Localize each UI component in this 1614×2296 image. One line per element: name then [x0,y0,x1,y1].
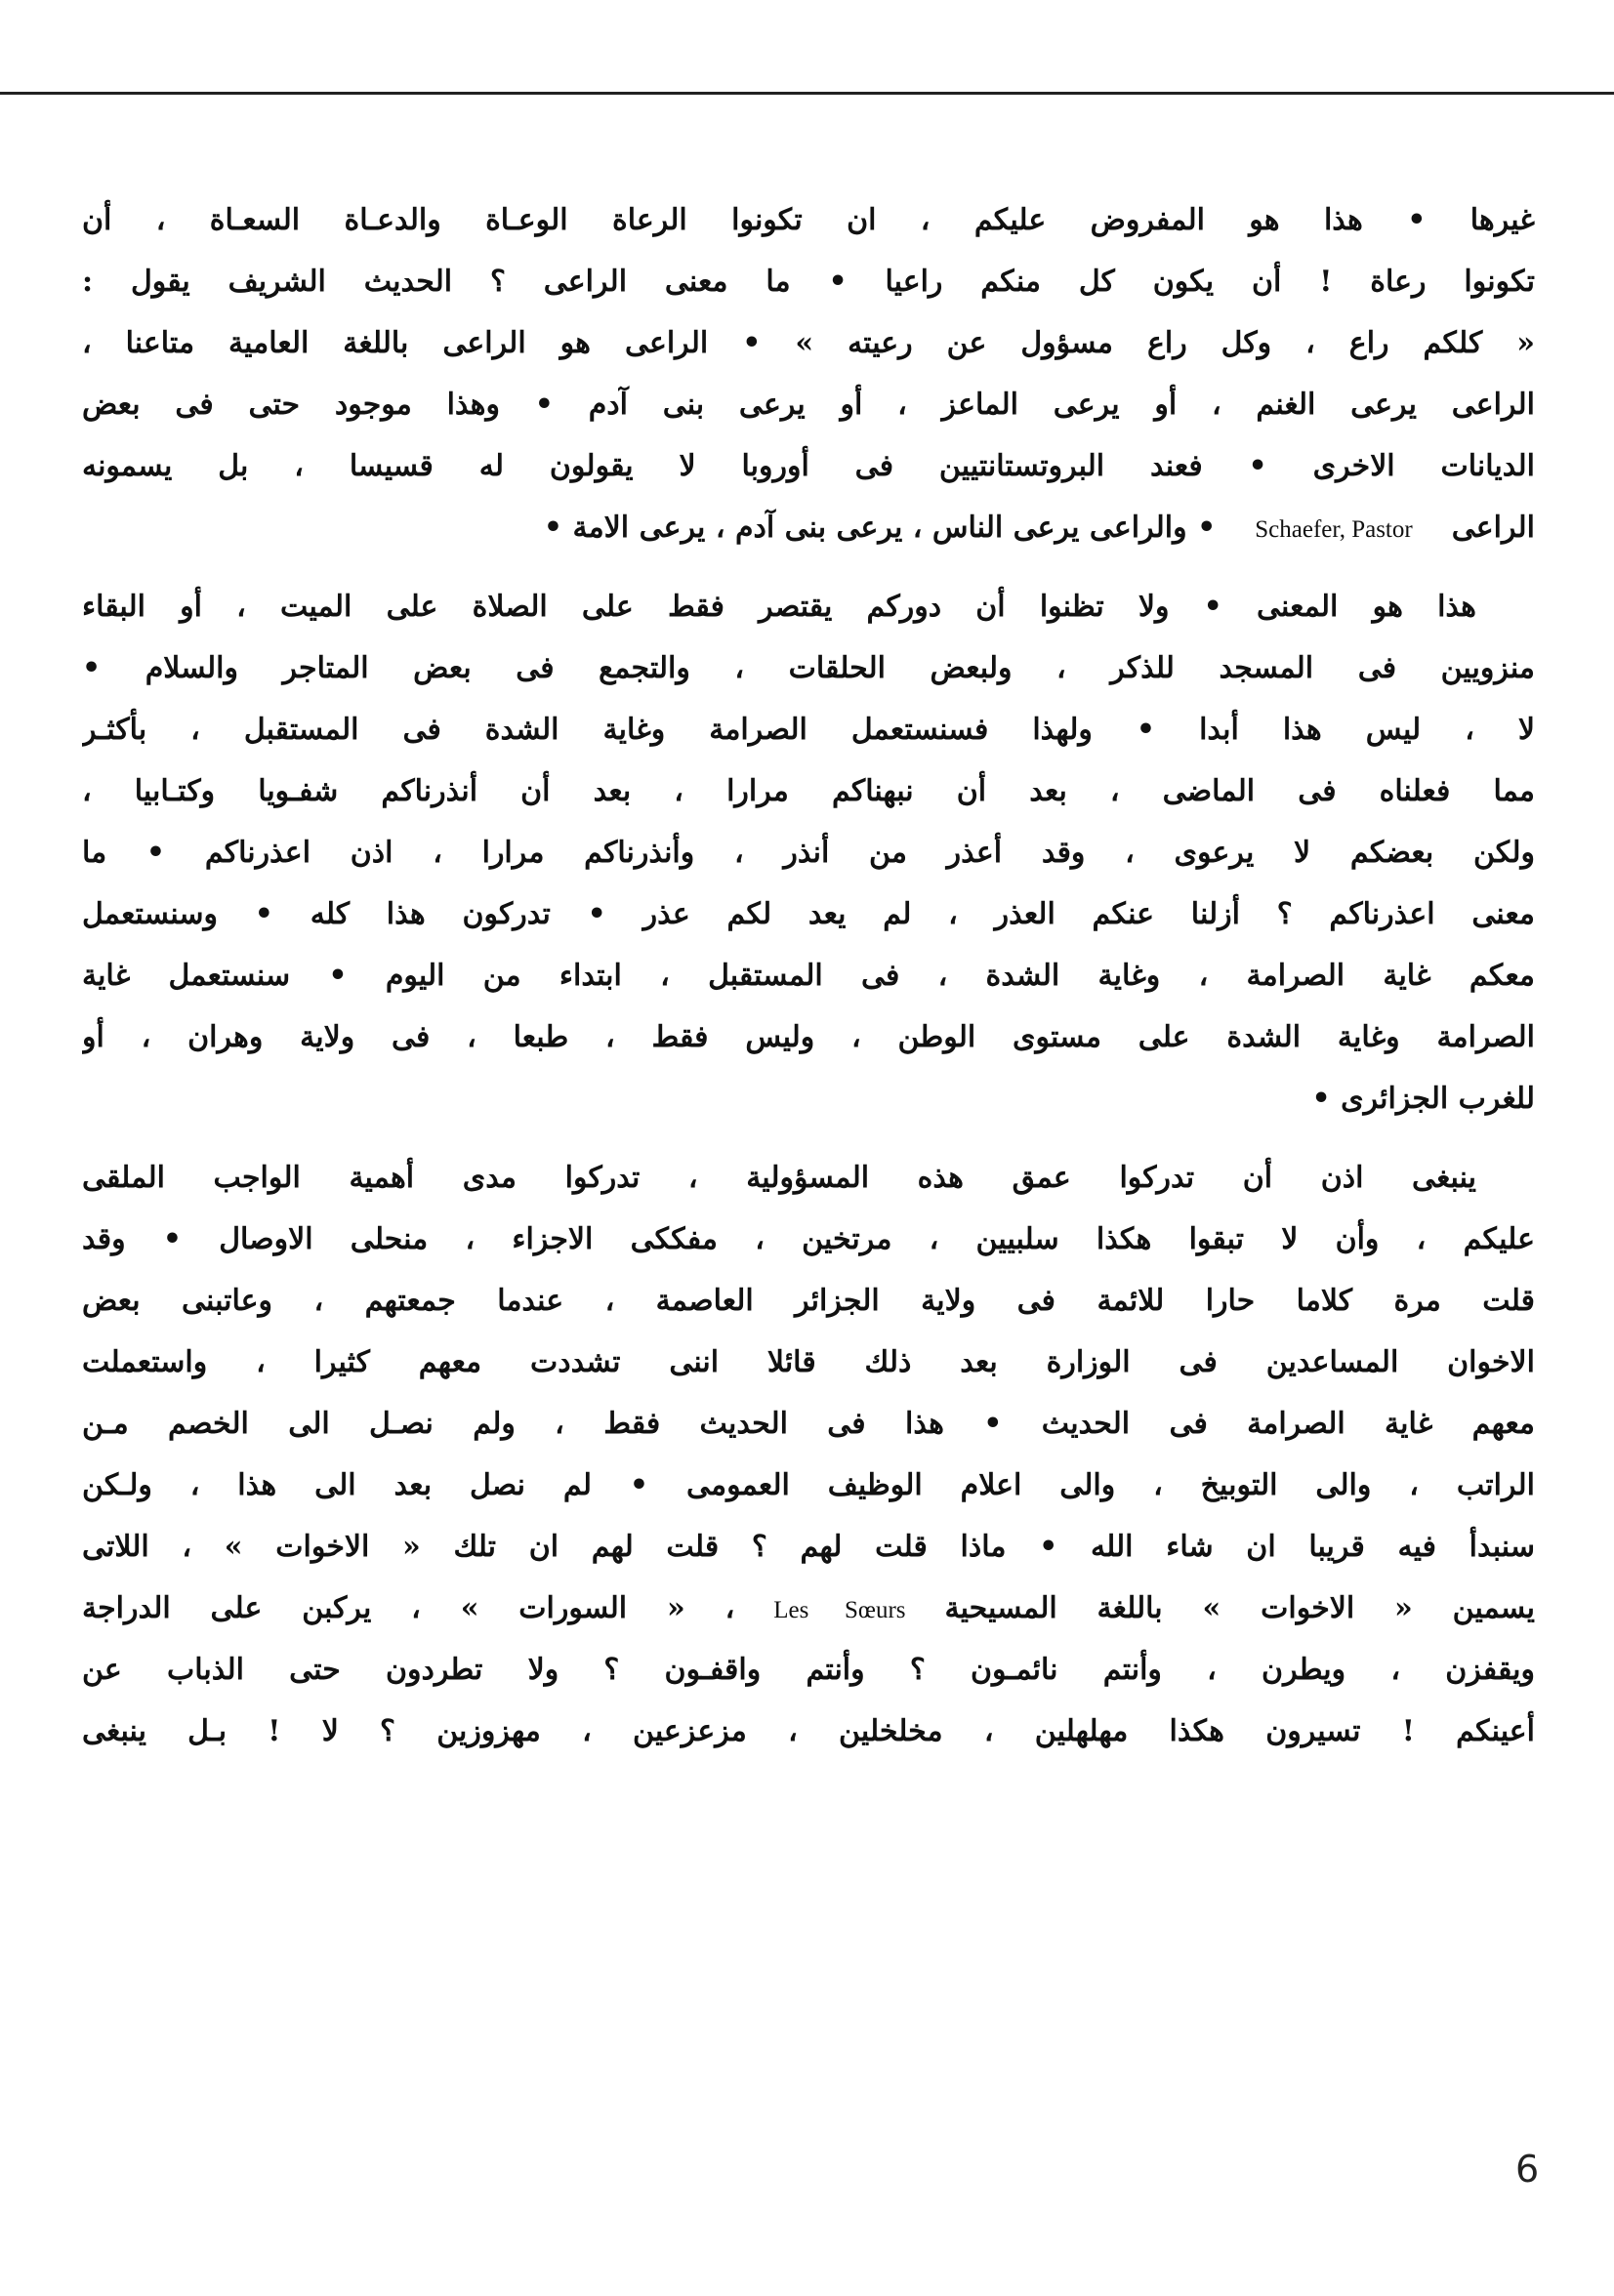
page-body [82,189,1535,1762]
text-line: ويقفزن ، ويطرن ، وأنتم نائمـون ؟ وأنتم واقفـون ؟ ولا تطردون حتى الذباب عن [82,1653,1535,1687]
text-segment: ، « السورات » ، يركبن على الدراجة [82,1591,735,1625]
paragraph-gap [82,558,1535,576]
paragraph-2 [82,576,1535,1129]
text-line: للغرب الجزائرى • [1311,1082,1535,1116]
text-line: منزويين فى المسجد للذكر ، ولبعض الحلقات ، والتجمع فى بعض المتاجر والسلام • [82,651,1535,685]
text-line-with-latin [82,497,1535,558]
paragraph-3 [82,1147,1535,1762]
text-line: مما فعلناه فى الماضى ، بعد أن نبهناكم مرارا ، بعد أن أنذرناكم شفـويا وكتـابيا ، [82,774,1535,808]
text-line: سنبدأ فيه قريبا ان شاء الله • ماذا قلت لهم ؟ قلت لهم ان تلك « الاخوات » ، اللاتى [82,1530,1535,1564]
text-line: ينبغى اذن أن تدركوا عمق هذه المسؤولية ، تدركوا مدى أهمية الواجب الملقى [82,1161,1476,1195]
page-number: 6 [1515,2148,1540,2191]
text-line: الاخوان المساعدين فى الوزارة بعد ذلك قائلا اننى تشددت معهم كثيرا ، واستعملت [82,1345,1535,1379]
text-line: عليكم ، وأن لا تبقوا هكذا سلبيين ، مرتخين ، مفككى الاجزاء ، منحلى الاوصال • وقد [82,1222,1535,1256]
paragraph-gap [82,1129,1535,1147]
latin-term: Les Sœurs [773,1597,906,1623]
text-line: الراتب ، والى التوبيخ ، والى اعلام الوظيف العمومى • لم نصل بعد الى هذا ، ولـكن [82,1468,1535,1502]
paragraph-1 [82,189,1535,558]
top-rule [0,92,1614,95]
text-line: معهم غاية الصرامة فى الحديث • هذا فى الحديث فقط ، ولم نصـل الى الخصم مـن [82,1407,1535,1441]
text-line-with-latin [82,1578,1535,1639]
text-segment: الراعى [1451,511,1535,545]
text-line: « كلكم راع ، وكل راع مسؤول عن رعيته » • الراعى هو الراعى باللغة العامية متاعنا ، [82,326,1535,360]
text-line: غيرها • هذا هو المفروض عليكم ، ان تكونوا الرعاة الوعـاة والدعـاة السعـاة ، أن [82,203,1535,237]
text-line: قلت مرة كلاما حارا للائمة فى ولاية الجزائر العاصمة ، عندما جمعتهم ، وعاتبنى بعض [82,1284,1535,1318]
text-line: تكونوا رعاة ! أن يكون كل منكم راعيا • ما معنى الراعى ؟ الحديث الشريف يقول : [82,265,1535,299]
text-line: هذا هو المعنى • ولا تظنوا أن دوركم يقتصر فقط على الصلاة على الميت ، أو البقاء [82,590,1476,624]
text-line: الديانات الاخرى • فعند البروتستانتيين فى أوروبا لا يقولون له قسيسا ، بل يسمونه [82,449,1535,483]
text-line: معنى اعذرناكم ؟ أزلنا عنكم العذر ، لم يعد لكم عذر • تدركون هذا كله • وسنستعمل [82,897,1535,931]
latin-term: Schaefer, Pastor [1255,516,1413,543]
text-line: الراعى يرعى الغنم ، أو يرعى الماعز ، أو يرعى بنى آدم • وهذا موجود حتى فى بعض [82,388,1535,422]
text-line: ولكن بعضكم لا يرعوى ، وقد أعذر من أنذر ، وأنذرناكم مرارا ، اذن اعذرناكم • ما [82,836,1535,870]
text-line: الصرامة وغاية الشدة على مستوى الوطن ، وليس فقط ، طبعا ، فى ولاية وهران ، أو [82,1020,1535,1054]
text-segment: يسمين « الاخوات » باللغة المسيحية [944,1591,1535,1625]
text-line: معكم غاية الصرامة ، وغاية الشدة ، فى المستقبل ، ابتداء من اليوم • سنستعمل غاية [82,959,1535,993]
text-line: لا ، ليس هذا أبدا • ولهذا فسنستعمل الصرامة وغاية الشدة فى المستقبل ، بأكثـر [82,713,1535,747]
text-segment: • والراعى يرعى الناس ، يرعى بنى آدم ، يرعى الامة • [543,511,1217,545]
text-line: أعينكم ! تسيرون هكذا مهلهلين ، مخلخلين ، مزعزعين ، مهزوزين ؟ لا ! بـل ينبغى [82,1714,1535,1748]
